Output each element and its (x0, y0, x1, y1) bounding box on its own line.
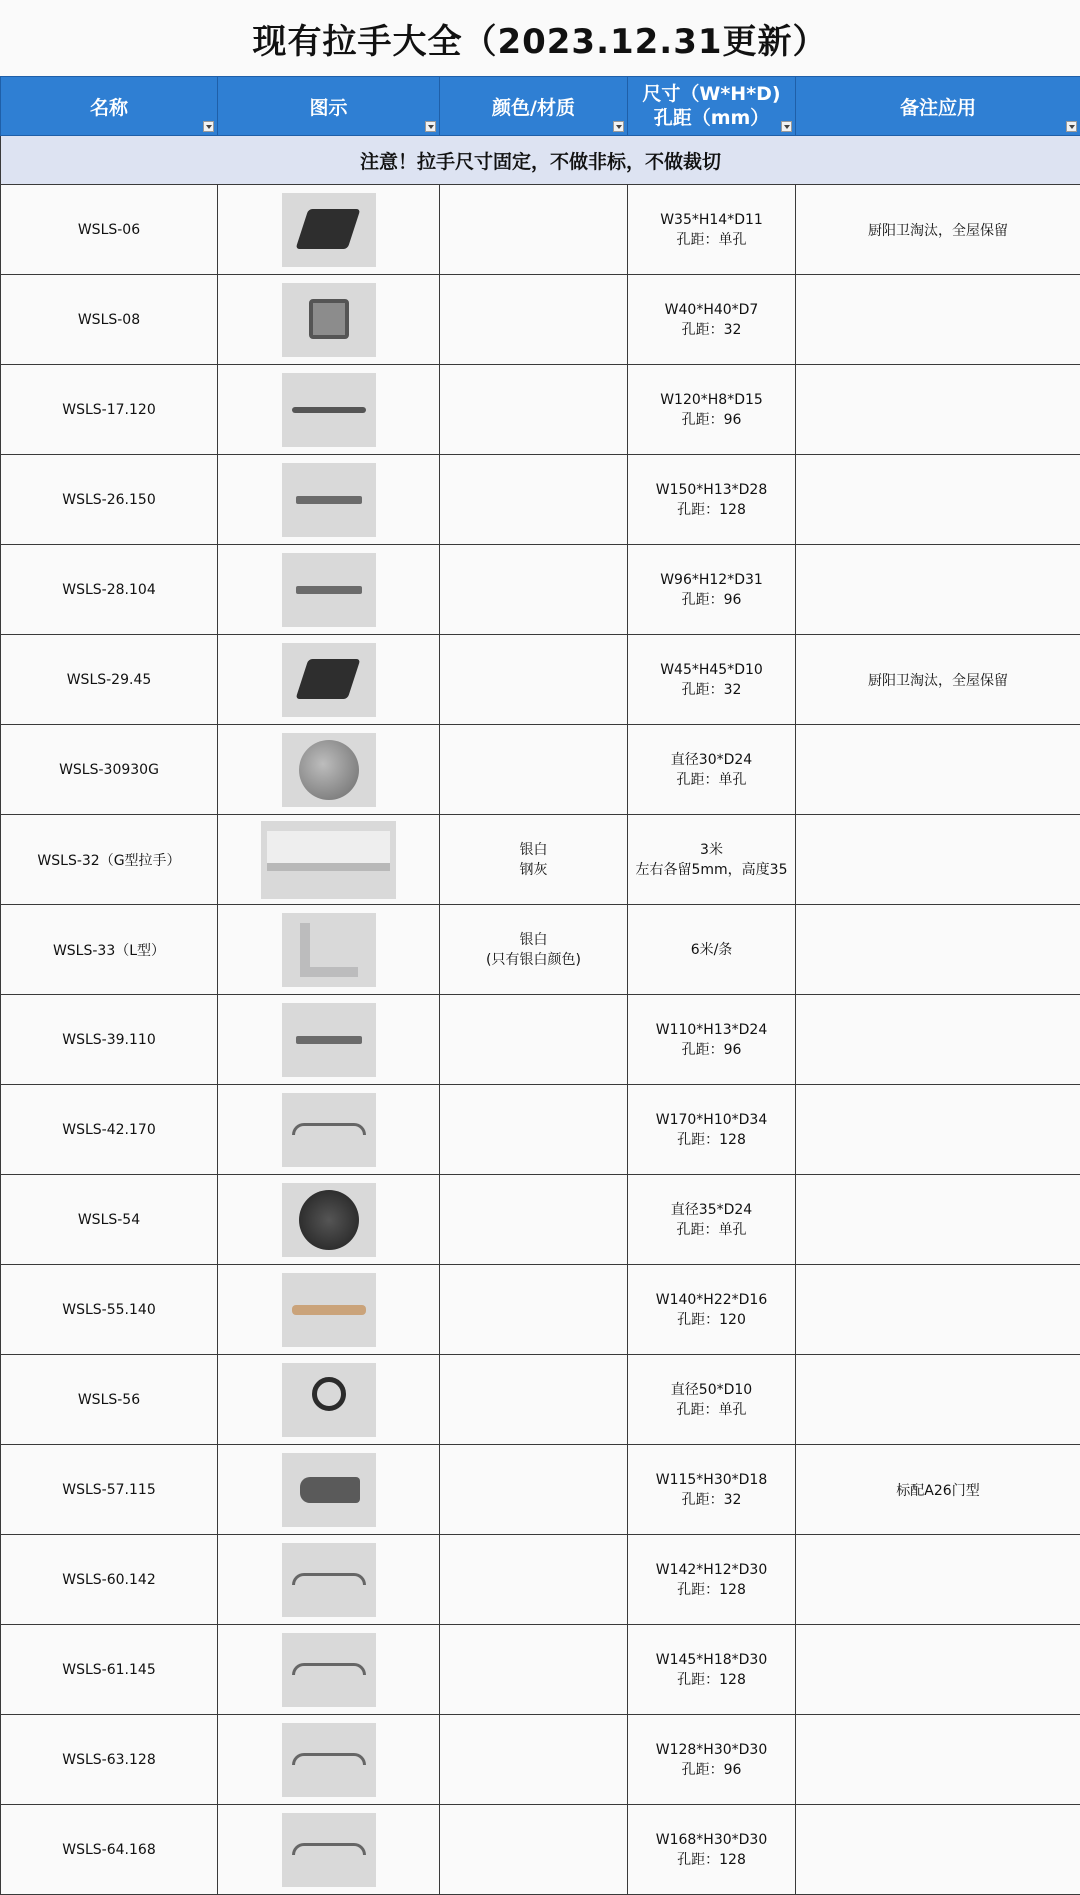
usage-note: 厨阳卫淘汰，全屋保留 (868, 673, 1008, 689)
table-row[interactable] (1, 1175, 1080, 1265)
cell-image[interactable] (218, 185, 440, 275)
cell-size[interactable] (628, 1445, 796, 1535)
size-dimensions: W115*H30*D18 (628, 1470, 795, 1490)
cell-image[interactable] (218, 275, 440, 365)
cell-name[interactable] (1, 1265, 218, 1355)
product-photo (282, 733, 376, 807)
filter-dropdown-icon[interactable] (1066, 121, 1077, 132)
cell-color[interactable] (440, 185, 628, 275)
cell-name[interactable] (1, 1175, 218, 1265)
column-header-name-label: 名称 (90, 97, 128, 119)
table-row[interactable] (1, 1085, 1080, 1175)
cell-color[interactable] (440, 995, 628, 1085)
hole-distance: 孔距：96 (628, 1760, 795, 1780)
cell-image[interactable] (218, 1715, 440, 1805)
cell-size[interactable] (628, 1265, 796, 1355)
product-code: WSLS-64.168 (62, 1842, 155, 1858)
cell-color[interactable] (440, 815, 628, 905)
table-row[interactable] (1, 455, 1080, 545)
cell-note[interactable] (796, 1625, 1080, 1715)
size-dimensions: W142*H12*D30 (628, 1560, 795, 1580)
hole-distance: 孔距：96 (628, 1040, 795, 1060)
size-dimensions: W170*H10*D34 (628, 1110, 795, 1130)
cell-name[interactable] (1, 275, 218, 365)
product-code: WSLS-32（G型拉手） (37, 853, 180, 869)
size-dimensions: W96*H12*D31 (628, 570, 795, 590)
cell-note[interactable] (796, 1265, 1080, 1355)
table-row[interactable] (1, 905, 1080, 995)
header-row (1, 77, 1080, 136)
cell-size[interactable] (628, 1175, 796, 1265)
cell-image[interactable] (218, 1625, 440, 1715)
column-header-color-label: 颜色/材质 (492, 97, 575, 119)
cell-color[interactable] (440, 1355, 628, 1445)
cell-size[interactable] (628, 455, 796, 545)
size-dimensions: 直径35*D24 (628, 1200, 795, 1220)
cell-note[interactable] (796, 725, 1080, 815)
table-row[interactable] (1, 725, 1080, 815)
bow-handle-icon (292, 1843, 366, 1855)
product-photo (282, 643, 376, 717)
product-photo (282, 1093, 376, 1167)
cell-size[interactable] (628, 1085, 796, 1175)
product-code: WSLS-33（L型） (53, 943, 165, 959)
cell-name[interactable] (1, 545, 218, 635)
bow-handle-icon (292, 1663, 366, 1675)
product-code: WSLS-39.110 (62, 1032, 155, 1048)
filter-dropdown-icon[interactable] (613, 121, 624, 132)
cell-name[interactable] (1, 635, 218, 725)
dark-bar-handle-icon (296, 1036, 362, 1044)
cell-color[interactable] (440, 1625, 628, 1715)
size-dimensions: W35*H14*D11 (628, 210, 795, 230)
hole-distance: 孔距：32 (628, 1490, 795, 1510)
table-row[interactable] (1, 365, 1080, 455)
table-row[interactable] (1, 1265, 1080, 1355)
table-row[interactable] (1, 635, 1080, 725)
column-header-size-label: 尺寸（W*H*D) (628, 82, 795, 106)
hole-distance: 孔距：32 (628, 680, 795, 700)
filter-dropdown-icon[interactable] (203, 121, 214, 132)
table-row[interactable] (1, 1355, 1080, 1445)
cell-note[interactable] (796, 455, 1080, 545)
usage-note: 标配A26门型 (896, 1483, 979, 1499)
cell-note[interactable] (796, 1805, 1080, 1895)
cell-color[interactable] (440, 1175, 628, 1265)
cell-size[interactable] (628, 995, 796, 1085)
g-profile-handle-icon (267, 831, 390, 871)
cell-size[interactable] (628, 545, 796, 635)
cell-note[interactable] (796, 1445, 1080, 1535)
cell-color[interactable] (440, 905, 628, 995)
product-code: WSLS-54 (78, 1212, 140, 1228)
hook-handle-icon (295, 209, 360, 249)
bow-handle-icon (292, 1123, 366, 1135)
size-dimensions: W150*H13*D28 (628, 480, 795, 500)
product-photo (282, 553, 376, 627)
cell-name[interactable] (1, 725, 218, 815)
product-photo (282, 1633, 376, 1707)
cell-note[interactable] (796, 1355, 1080, 1445)
cell-name[interactable] (1, 995, 218, 1085)
l-profile-handle-icon (300, 923, 358, 977)
hole-distance: 孔距：96 (628, 410, 795, 430)
column-header-note[interactable] (796, 77, 1080, 136)
cell-size[interactable] (628, 1805, 796, 1895)
cell-size[interactable] (628, 815, 796, 905)
hole-distance: 孔距：单孔 (628, 230, 795, 250)
product-photo (282, 1273, 376, 1347)
cell-image[interactable] (218, 455, 440, 545)
cell-size[interactable] (628, 905, 796, 995)
bar-handle-icon (296, 586, 362, 594)
cell-color[interactable] (440, 1715, 628, 1805)
cell-image[interactable] (218, 1085, 440, 1175)
cell-size[interactable] (628, 725, 796, 815)
product-photo (282, 193, 376, 267)
color-line-1: 银白 (440, 930, 627, 950)
product-code: WSLS-30930G (59, 762, 159, 778)
product-code: WSLS-61.145 (62, 1662, 155, 1678)
product-photo (282, 373, 376, 447)
size-dimensions: W168*H30*D30 (628, 1830, 795, 1850)
cell-note[interactable] (796, 815, 1080, 905)
hole-distance: 孔距：32 (628, 320, 795, 340)
hole-distance: 孔距：128 (628, 500, 795, 520)
product-code: WSLS-42.170 (62, 1122, 155, 1138)
cell-size[interactable] (628, 365, 796, 455)
cell-name[interactable] (1, 1625, 218, 1715)
product-photo (282, 1543, 376, 1617)
size-dimensions: W45*H45*D10 (628, 660, 795, 680)
size-dimensions: W145*H18*D30 (628, 1650, 795, 1670)
hole-distance: 孔距：96 (628, 590, 795, 610)
handle-catalog-table (0, 76, 1080, 1895)
notice-row (1, 136, 1080, 185)
cell-size[interactable] (628, 275, 796, 365)
cell-note[interactable] (796, 635, 1080, 725)
cell-size[interactable] (628, 185, 796, 275)
cell-image[interactable] (218, 1175, 440, 1265)
ring-pull-icon (312, 1377, 346, 1411)
product-photo (282, 1003, 376, 1077)
hole-distance: 孔距：128 (628, 1670, 795, 1690)
cell-color[interactable] (440, 545, 628, 635)
size-dimensions: 直径50*D10 (628, 1380, 795, 1400)
cell-name[interactable] (1, 1085, 218, 1175)
cell-name[interactable] (1, 1445, 218, 1535)
product-code: WSLS-26.150 (62, 492, 155, 508)
cell-size[interactable] (628, 1625, 796, 1715)
table-row[interactable] (1, 1715, 1080, 1805)
cell-image[interactable] (218, 725, 440, 815)
table-row[interactable] (1, 1445, 1080, 1535)
cell-name[interactable] (1, 1355, 218, 1445)
hole-distance: 孔距：128 (628, 1580, 795, 1600)
cell-name[interactable] (1, 1805, 218, 1895)
cell-name[interactable] (1, 365, 218, 455)
notice-text: 注意！拉手尺寸固定，不做非标，不做裁切 (1, 136, 1080, 185)
cell-color[interactable] (440, 1535, 628, 1625)
cell-image[interactable] (218, 1535, 440, 1625)
cell-image[interactable] (218, 995, 440, 1085)
cell-image[interactable] (218, 1445, 440, 1535)
table-row[interactable] (1, 1535, 1080, 1625)
cell-note[interactable] (796, 365, 1080, 455)
size-dimensions: W128*H30*D30 (628, 1740, 795, 1760)
cell-note[interactable] (796, 275, 1080, 365)
cell-name[interactable] (1, 815, 218, 905)
table-row[interactable] (1, 185, 1080, 275)
cell-image[interactable] (218, 1355, 440, 1445)
round-knob-icon (299, 740, 359, 800)
product-code: WSLS-55.140 (62, 1302, 155, 1318)
hole-distance: 孔距：单孔 (628, 770, 795, 790)
hole-distance: 孔距：128 (628, 1130, 795, 1150)
cell-color[interactable] (440, 365, 628, 455)
column-header-image[interactable] (218, 77, 440, 136)
cell-name[interactable] (1, 905, 218, 995)
cell-size[interactable] (628, 1355, 796, 1445)
cell-note[interactable] (796, 1085, 1080, 1175)
hole-distance: 孔距：120 (628, 1310, 795, 1330)
bow-handle-icon (292, 1573, 366, 1585)
cell-size[interactable] (628, 1715, 796, 1805)
column-header-size[interactable] (628, 77, 796, 136)
cell-image[interactable] (218, 1805, 440, 1895)
tab-handle-icon (300, 1477, 360, 1503)
product-photo (282, 913, 376, 987)
wood-bar-handle-icon (292, 1305, 366, 1315)
cell-image[interactable] (218, 905, 440, 995)
product-photo (282, 1363, 376, 1437)
product-photo (282, 1183, 376, 1257)
cell-color[interactable] (440, 1445, 628, 1535)
product-code: WSLS-08 (78, 312, 140, 328)
cell-color[interactable] (440, 1085, 628, 1175)
size-dimensions: 6米/条 (628, 940, 795, 960)
product-code: WSLS-28.104 (62, 582, 155, 598)
product-code: WSLS-17.120 (62, 402, 155, 418)
product-photo (261, 821, 396, 899)
table-row[interactable] (1, 1805, 1080, 1895)
color-line-2: 钢灰 (440, 860, 627, 880)
column-header-hole-distance-label: 孔距（mm） (628, 106, 795, 130)
column-header-image-label: 图示 (309, 97, 347, 119)
cell-color[interactable] (440, 1265, 628, 1355)
product-code: WSLS-57.115 (62, 1482, 155, 1498)
bar-handle-icon (296, 496, 362, 504)
filter-dropdown-icon[interactable] (781, 121, 792, 132)
cell-name[interactable] (1, 1715, 218, 1805)
bow-handle-icon (292, 1753, 366, 1765)
color-line-2: (只有银白颜色) (440, 950, 627, 970)
dark-round-knob-icon (299, 1190, 359, 1250)
size-dimensions: W140*H22*D16 (628, 1290, 795, 1310)
hole-distance: 孔距：单孔 (628, 1400, 795, 1420)
cell-size[interactable] (628, 1535, 796, 1625)
page-title: 现有拉手大全（2023.12.31更新） (0, 0, 1080, 76)
cell-note[interactable] (796, 1535, 1080, 1625)
table-row[interactable] (1, 545, 1080, 635)
size-dimensions: 3米 (628, 840, 795, 860)
filter-dropdown-icon[interactable] (425, 121, 436, 132)
product-photo (282, 463, 376, 537)
table-row[interactable] (1, 275, 1080, 365)
cell-color[interactable] (440, 455, 628, 545)
cell-note[interactable] (796, 1175, 1080, 1265)
square-knob-icon (309, 299, 349, 339)
cell-color[interactable] (440, 1805, 628, 1895)
cell-name[interactable] (1, 185, 218, 275)
table-row[interactable] (1, 1625, 1080, 1715)
product-photo (282, 1723, 376, 1797)
cell-name[interactable] (1, 455, 218, 545)
cell-note[interactable] (796, 905, 1080, 995)
cell-note[interactable] (796, 185, 1080, 275)
column-header-color[interactable] (440, 77, 628, 136)
cell-image[interactable] (218, 1265, 440, 1355)
product-code: WSLS-56 (78, 1392, 140, 1408)
cell-color[interactable] (440, 635, 628, 725)
cell-image[interactable] (218, 365, 440, 455)
usage-note: 厨阳卫淘汰，全屋保留 (868, 223, 1008, 239)
product-photo (282, 283, 376, 357)
size-dimensions: W110*H13*D24 (628, 1020, 795, 1040)
cell-image[interactable] (218, 815, 440, 905)
cell-note[interactable] (796, 995, 1080, 1085)
cell-size[interactable] (628, 635, 796, 725)
cell-name[interactable] (1, 1535, 218, 1625)
hook-handle-icon (295, 659, 360, 699)
cell-color[interactable] (440, 725, 628, 815)
product-photo (282, 1453, 376, 1527)
product-code: WSLS-29.45 (67, 672, 152, 688)
size-dimensions: 直径30*D24 (628, 750, 795, 770)
table-row[interactable] (1, 815, 1080, 905)
column-header-note-label: 备注应用 (900, 97, 976, 119)
hole-distance: 左右各留5mm，高度35 (628, 860, 795, 880)
cell-color[interactable] (440, 275, 628, 365)
size-dimensions: W120*H8*D15 (628, 390, 795, 410)
product-code: WSLS-63.128 (62, 1752, 155, 1768)
hole-distance: 孔距：单孔 (628, 1220, 795, 1240)
column-header-name[interactable] (1, 77, 218, 136)
cell-note[interactable] (796, 545, 1080, 635)
product-photo (282, 1813, 376, 1887)
slim-bar-handle-icon (292, 407, 366, 413)
product-code: WSLS-60.142 (62, 1572, 155, 1588)
hole-distance: 孔距：128 (628, 1850, 795, 1870)
cell-image[interactable] (218, 635, 440, 725)
cell-note[interactable] (796, 1715, 1080, 1805)
product-code: WSLS-06 (78, 222, 140, 238)
color-line-1: 银白 (440, 840, 627, 860)
cell-image[interactable] (218, 545, 440, 635)
size-dimensions: W40*H40*D7 (628, 300, 795, 320)
table-row[interactable] (1, 995, 1080, 1085)
